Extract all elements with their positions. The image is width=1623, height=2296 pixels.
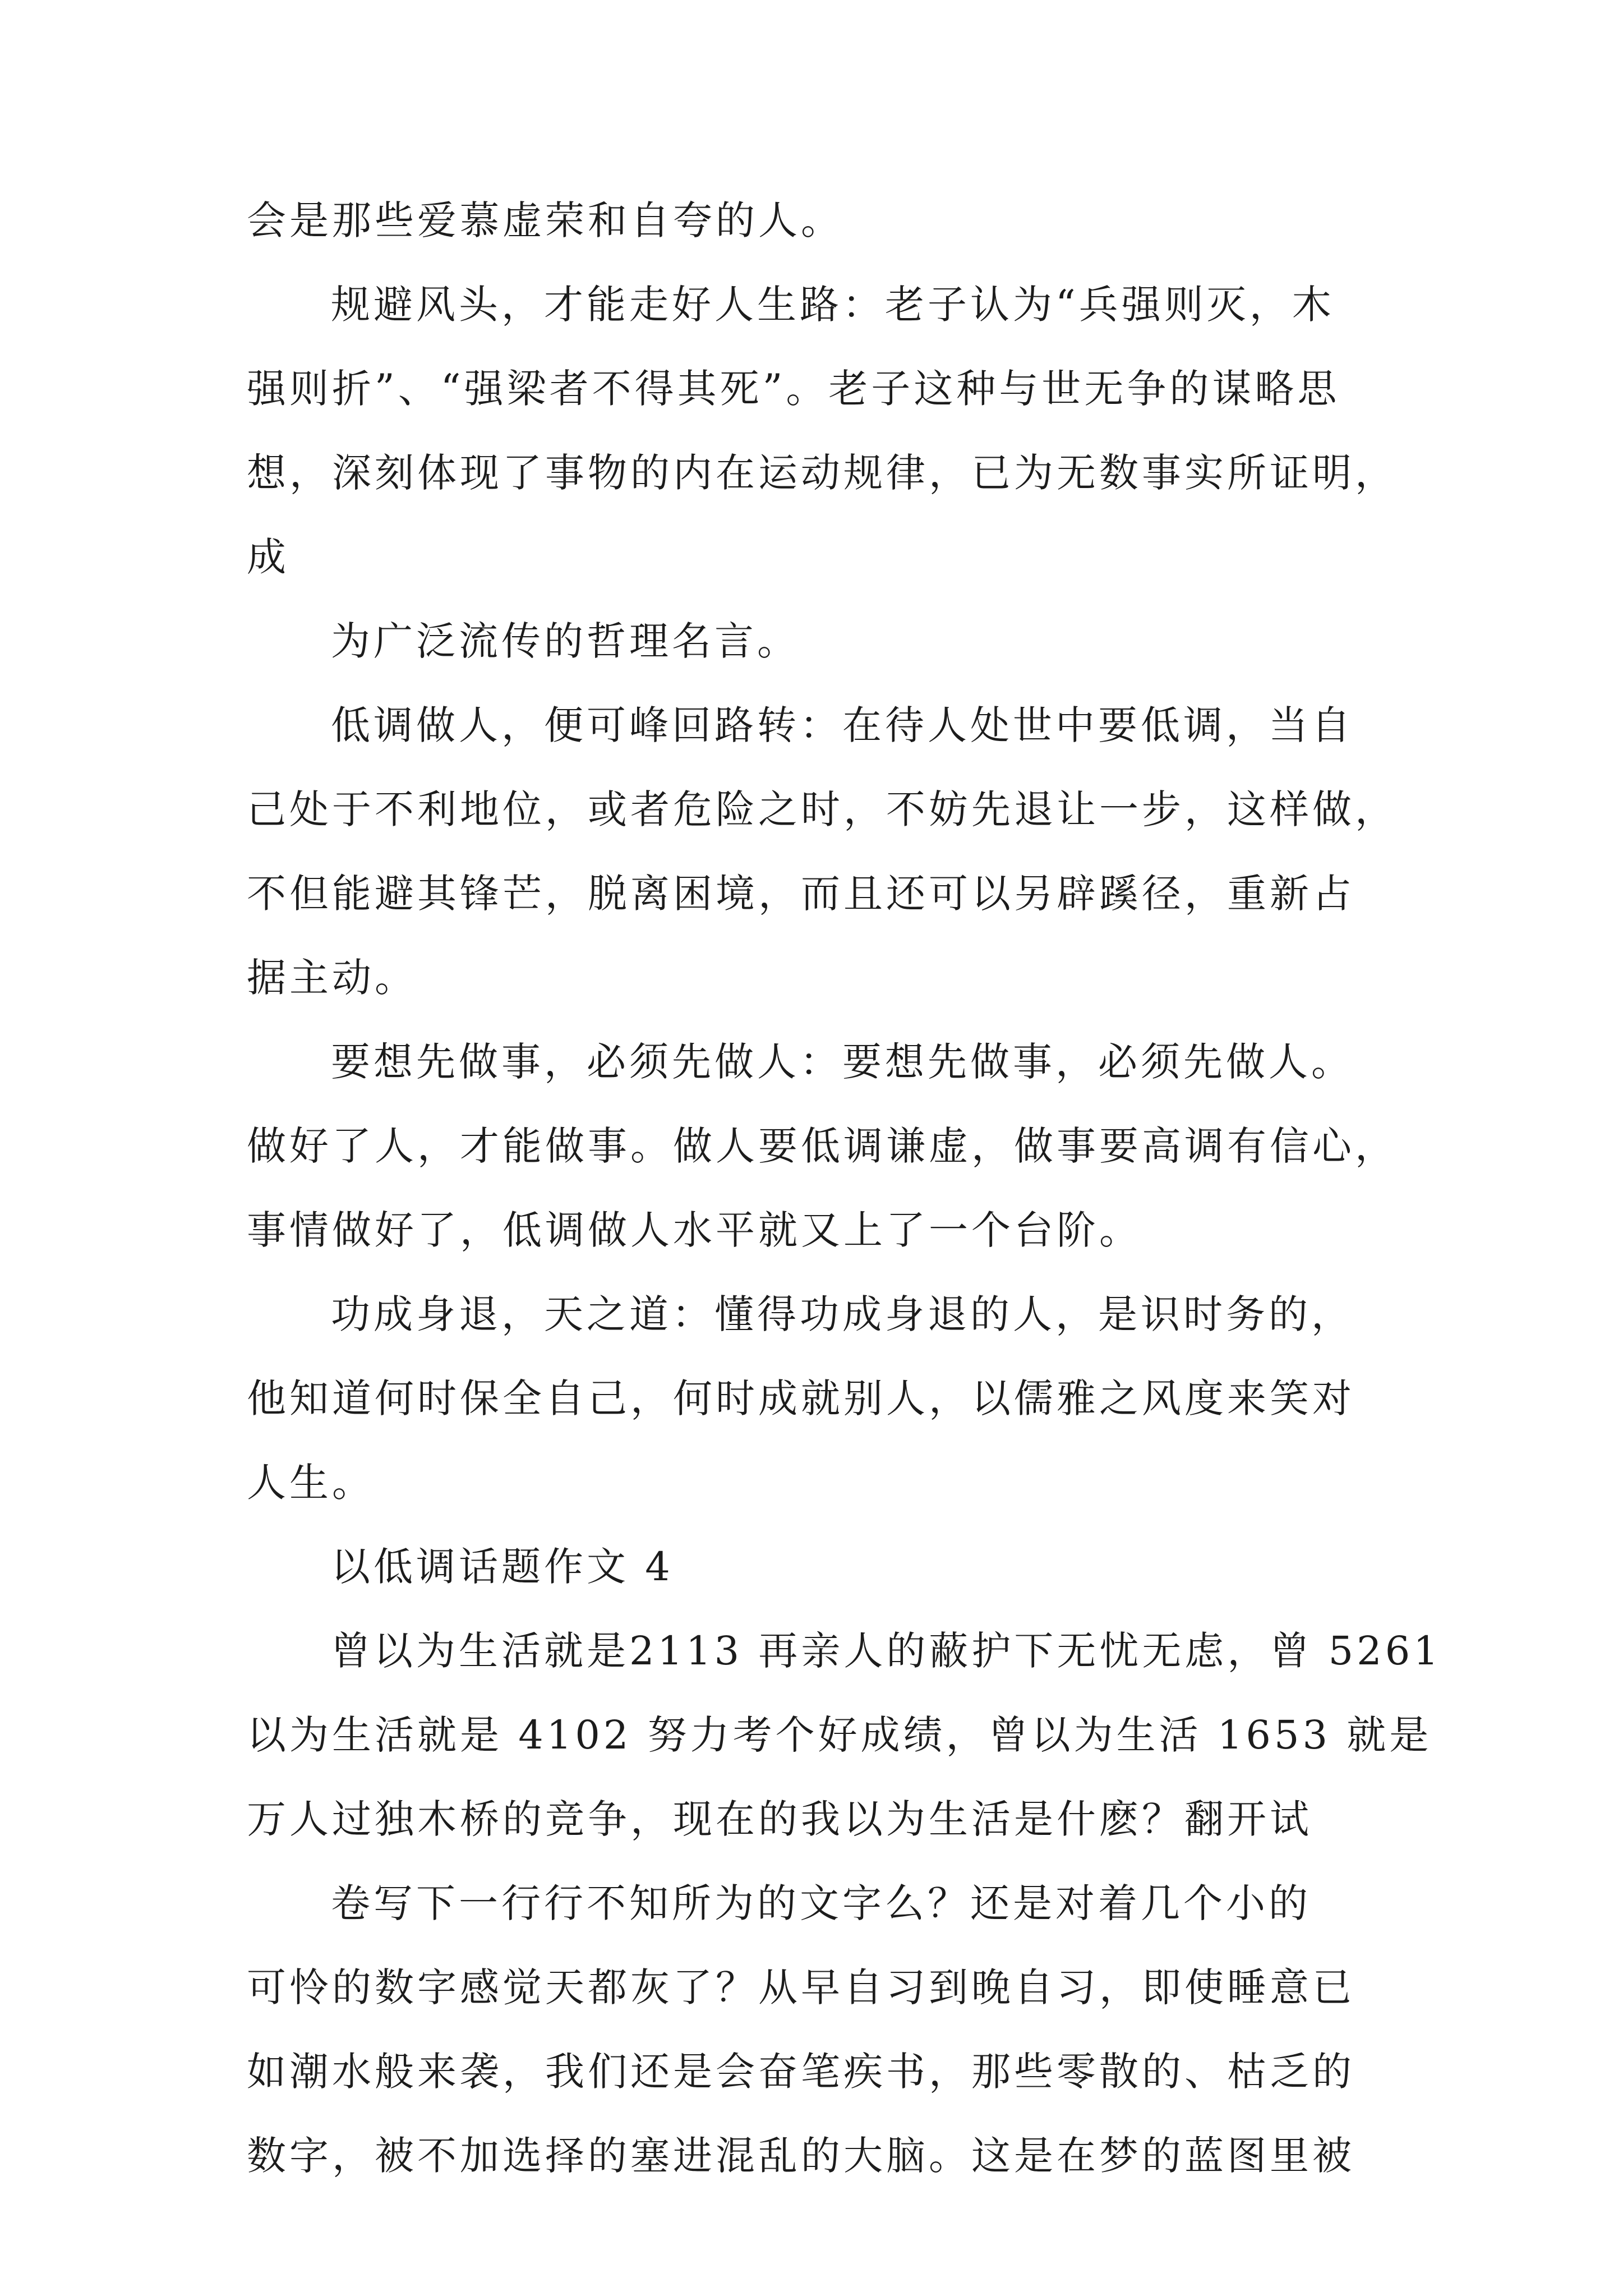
text-line-7: 低调做人，便可峰回路转：在待人处世中要低调，当自	[331, 702, 1354, 748]
text-line-4: 想，深刻体现了事物的内在运动规律，已为无数事实所证明，	[247, 450, 1398, 496]
text-line-14: 功成身退，天之道：懂得功成身退的人，是识时务的，	[331, 1291, 1354, 1337]
text-line-23: 如潮水般来袭，我们还是会奋笔疾书，那些零散的、枯乏的	[247, 2049, 1355, 2095]
text-line-8: 己处于不利地位，或者危险之时，不妨先退让一步，这样做，	[247, 786, 1398, 832]
text-line-2: 规避风头，才能走好人生路：老子认为“兵强则灭，木	[331, 282, 1335, 328]
text-line-12: 做好了人，才能做事。做人要低调谦虚，做事要高调有信心，	[247, 1123, 1398, 1169]
text-line-10: 据主动。	[247, 955, 417, 1001]
text-line-22: 可怜的数字感觉天都灰了？从早自习到晚自习，即使睡意已	[247, 1964, 1355, 2010]
text-line-1: 会是那些爱慕虚荣和自夸的人。	[247, 197, 843, 243]
text-line-19: 以为生活就是 4102 努力考个好成绩，曾以为生活 1653 就是	[247, 1712, 1432, 1758]
text-line-13: 事情做好了，低调做人水平就又上了一个台阶。	[247, 1207, 1142, 1253]
text-line-3: 强则折”、“强梁者不得其死”。老子这种与世无争的谋略思	[247, 366, 1340, 412]
text-line-15: 他知道何时保全自己，何时成就别人，以儒雅之风度来笑对	[247, 1375, 1355, 1421]
text-line-11: 要想先做事，必须先做人：要想先做事，必须先做人。	[331, 1039, 1354, 1085]
text-line-6: 为广泛流传的哲理名言。	[331, 618, 800, 664]
section-heading: 以低调话题作文 4	[331, 1544, 674, 1590]
text-line-9: 不但能避其锋芒，脱离困境，而且还可以另辟蹊径，重新占	[247, 871, 1355, 917]
text-line-18: 曾以为生活就是2113 再亲人的蔽护下无忧无虑，曾 5261	[331, 1628, 1442, 1674]
text-line-20: 万人过独木桥的竞争，现在的我以为生活是什麽？翻开试	[247, 1796, 1312, 1842]
body-text	[247, 178, 1442, 2198]
text-line-5: 成	[247, 534, 289, 580]
text-line-24: 数字，被不加选择的塞进混乱的大脑。这是在梦的蓝图里被	[247, 2133, 1355, 2179]
text-line-21: 卷写下一行行不知所为的文字么？还是对着几个小的	[331, 1880, 1311, 1926]
text-line-16: 人生。	[247, 1460, 375, 1506]
